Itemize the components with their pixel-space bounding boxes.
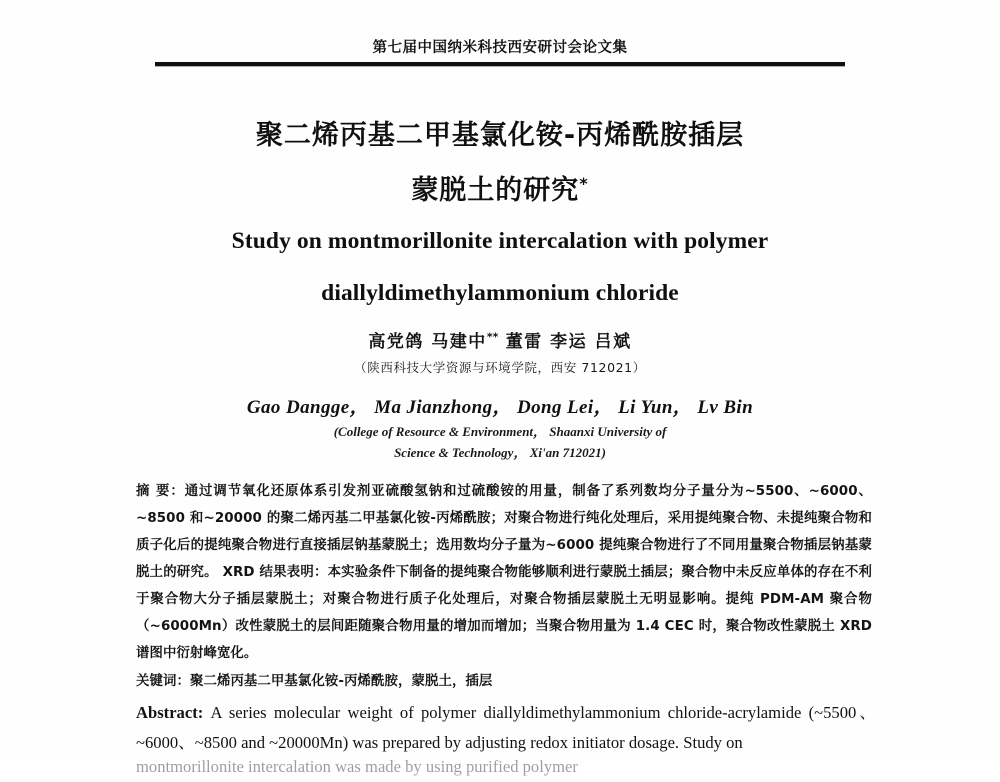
paper-title-cn-line2	[0, 168, 1000, 207]
keywords-cn-body: 聚二烯丙基二甲基氯化铵-丙烯酰胺，蒙脱土，插层	[189, 674, 493, 689]
abstract-en-clipped-line: montmorillonite intercalation was made by using purified polymer	[136, 757, 578, 776]
authors-en: Gao Dangge， Ma Jianzhong， Dong Lei， Li Yun， Lv Bin	[246, 397, 754, 418]
abstract-cn-label: 摘 要：	[136, 484, 185, 499]
header-divider-rule	[155, 62, 845, 66]
authors-cn	[0, 327, 1000, 352]
corresponding-author-marker: **	[486, 330, 499, 344]
paper-title-cn-line1: 聚二烯丙基二甲基氯化铵-丙烯酰胺插层	[255, 120, 745, 151]
abstract-en-label: Abstract:	[136, 703, 211, 722]
authors-cn-part1: 高党鸽 马建中	[368, 332, 487, 352]
title-footnote-marker: *	[579, 174, 589, 193]
affiliation-en-line2: Science & Technology， Xi'an 712021)	[394, 445, 606, 460]
abstract-cn-body: 通过调节氧化还原体系引发剂亚硫酸氢钠和过硫酸铵的用量，制备了系列数均分子量分为~5500、~6000、~8500 和~20000 的聚二烯丙基二甲基氯化铵-丙烯酰胺；对聚合物进行纯化处理后，采用提纯聚合物、未提纯聚合物和质子化后的提纯聚合物进行直接插层钠基蒙脱土；选用数均分子量为~6000 提纯聚合物进行了不同用量聚合物插层钠基蒙脱土的研究。 XRD 结果表明：本实验条件下制备的提纯聚合物能够顺利进行蒙脱土插层；聚合物中未反应单体的存在不利于聚合物大分子插层蒙脱土；对聚合物进行质子化处理后，对聚合物插层蒙脱土无明显影响。提纯 PDM-AM 聚合物（~6000Mn）改性蒙脱土的层间距随聚合物用量的增加而增加；当聚合物用量为 1.4 CEC 时，聚合物改性蒙脱土 XRD 谱图中衍射峰宽化。	[136, 484, 872, 661]
paper-title-en-line1: Study on montmorillonite intercalation with polymer	[231, 228, 769, 254]
abstract-en-body: A series molecular weight of polymer diallyldimethylammonium chloride-acrylamide (~5500、~6000、~8500 and ~20000Mn) was prepared by adjusting redox initiator dosage. Study on	[136, 703, 876, 752]
authors-cn-part2: 董雷 李运 吕斌	[498, 332, 632, 352]
keywords-cn	[136, 668, 872, 695]
paper-title-cn-line2-text: 蒙脱土的研究	[411, 175, 580, 206]
affiliation-en-line1: (College of Resource & Environment， Shaanxi University of	[333, 424, 667, 439]
running-header-title: 第七届中国纳米科技西安研讨会论文集	[372, 40, 628, 56]
keywords-cn-label: 关键词：	[136, 674, 190, 689]
paper-title-en-line2: diallyldimethylammonium chloride	[321, 280, 679, 306]
affiliation-cn: （陕西科技大学资源与环境学院，西安 712021）	[354, 360, 646, 375]
abstract-cn	[136, 478, 872, 667]
